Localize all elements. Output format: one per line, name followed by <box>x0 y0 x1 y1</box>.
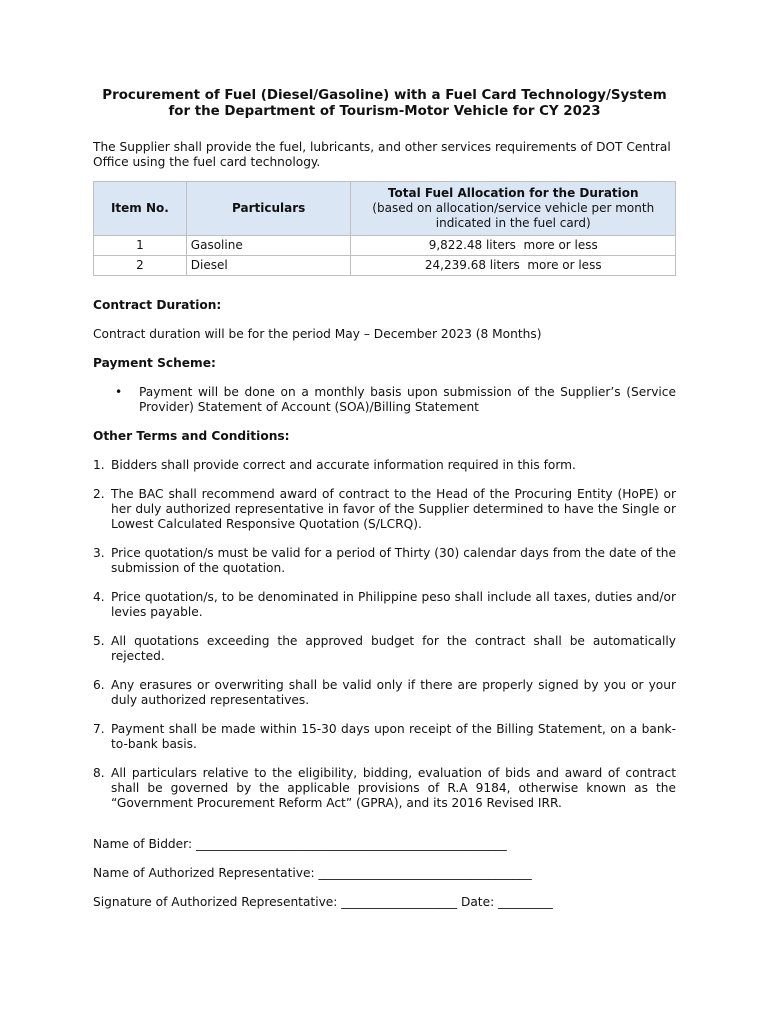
term-number: 1. <box>93 458 105 472</box>
fuel-allocation-table <box>93 181 676 276</box>
term-item <box>93 722 676 752</box>
representative-name-field[interactable]: Name of Authorized Representative: ___________________________________ <box>93 866 532 880</box>
term-number: 2. <box>93 487 105 501</box>
term-text: Payment shall be made within 15-30 days upon receipt of the Billing Statement, on a bank-to-bank basis. <box>111 722 676 751</box>
signature-date-field[interactable]: Signature of Authorized Representative: ___________________ Date: _________ <box>93 895 553 909</box>
signature-block <box>93 837 676 910</box>
term-number: 5. <box>93 634 105 648</box>
document-page <box>93 88 676 924</box>
terms-heading: Other Terms and Conditions: <box>93 429 290 443</box>
header-item-no: Item No. <box>94 182 187 236</box>
document-title: Procurement of Fuel (Diesel/Gasoline) with a Fuel Card Technology/System for the Department of Tourism-Motor Vehicle for CY 2023 <box>102 88 667 119</box>
header-allocation <box>351 182 676 236</box>
contract-duration-text: Contract duration will be for the period May – December 2023 (8 Months) <box>93 327 542 341</box>
bidder-name-field[interactable]: Name of Bidder: ___________________________________________________ <box>93 837 507 851</box>
term-item <box>93 458 676 473</box>
cell-allocation: 9,822.48 liters more or less <box>351 236 676 256</box>
term-text: Any erasures or overwriting shall be valid only if there are properly signed by you or your duly authorized representatives. <box>111 678 676 707</box>
cell-particular: Diesel <box>186 256 351 276</box>
term-item <box>93 487 676 532</box>
intro-paragraph: The Supplier shall provide the fuel, lubricants, and other services requirements of DOT Central Office using the fuel card technology. <box>93 140 671 169</box>
term-item <box>93 590 676 620</box>
term-item <box>93 634 676 664</box>
header-particulars: Particulars <box>186 182 351 236</box>
term-text: All particulars relative to the eligibility, bidding, evaluation of bids and award of contract shall be governed by the applicable provisions of R.A 9184, otherwise known as the “Government Procurement Reform Act” (GPRA), and its 2016 Revised IRR. <box>111 766 676 810</box>
term-text: Bidders shall provide correct and accurate information required in this form. <box>111 458 576 472</box>
term-text: The BAC shall recommend award of contract to the Head of the Procuring Entity (HoPE) or her duly authorized representative in favor of the Supplier determined to have the Single or Lowest Calculated Responsive Quotation (S/LCRQ). <box>111 487 676 531</box>
table-row <box>94 236 676 256</box>
header-allocation-subtitle: (based on allocation/service vehicle per month indicated in the fuel card) <box>372 201 655 230</box>
contract-duration-heading: Contract Duration: <box>93 298 222 312</box>
term-item <box>93 546 676 576</box>
header-allocation-title: Total Fuel Allocation for the Duration <box>387 186 639 200</box>
cell-item-no: 2 <box>94 256 187 276</box>
term-number: 7. <box>93 722 105 736</box>
bullet-marker: • <box>115 385 123 399</box>
cell-particular: Gasoline <box>186 236 351 256</box>
term-item <box>93 678 676 708</box>
term-number: 6. <box>93 678 105 692</box>
term-text: All quotations exceeding the approved budget for the contract shall be automatically rejected. <box>111 634 676 663</box>
term-text: Price quotation/s, to be denominated in Philippine peso shall include all taxes, duties and/or levies payable. <box>111 590 676 619</box>
term-number: 3. <box>93 546 105 560</box>
payment-text: Payment will be done on a monthly basis upon submission of the Supplier’s (Service Provider) Statement of Account (SOA)/Billing Statement <box>139 385 676 414</box>
cell-allocation: 24,239.68 liters more or less <box>351 256 676 276</box>
term-number: 4. <box>93 590 105 604</box>
term-text: Price quotation/s must be valid for a period of Thirty (30) calendar days from the date of the submission of the quotation. <box>111 546 676 575</box>
cell-item-no: 1 <box>94 236 187 256</box>
term-item <box>93 766 676 811</box>
table-header-row <box>94 182 676 236</box>
table-row <box>94 256 676 276</box>
payment-scheme-heading: Payment Scheme: <box>93 356 216 370</box>
term-number: 8. <box>93 766 105 780</box>
payment-bullet-item <box>93 385 676 415</box>
